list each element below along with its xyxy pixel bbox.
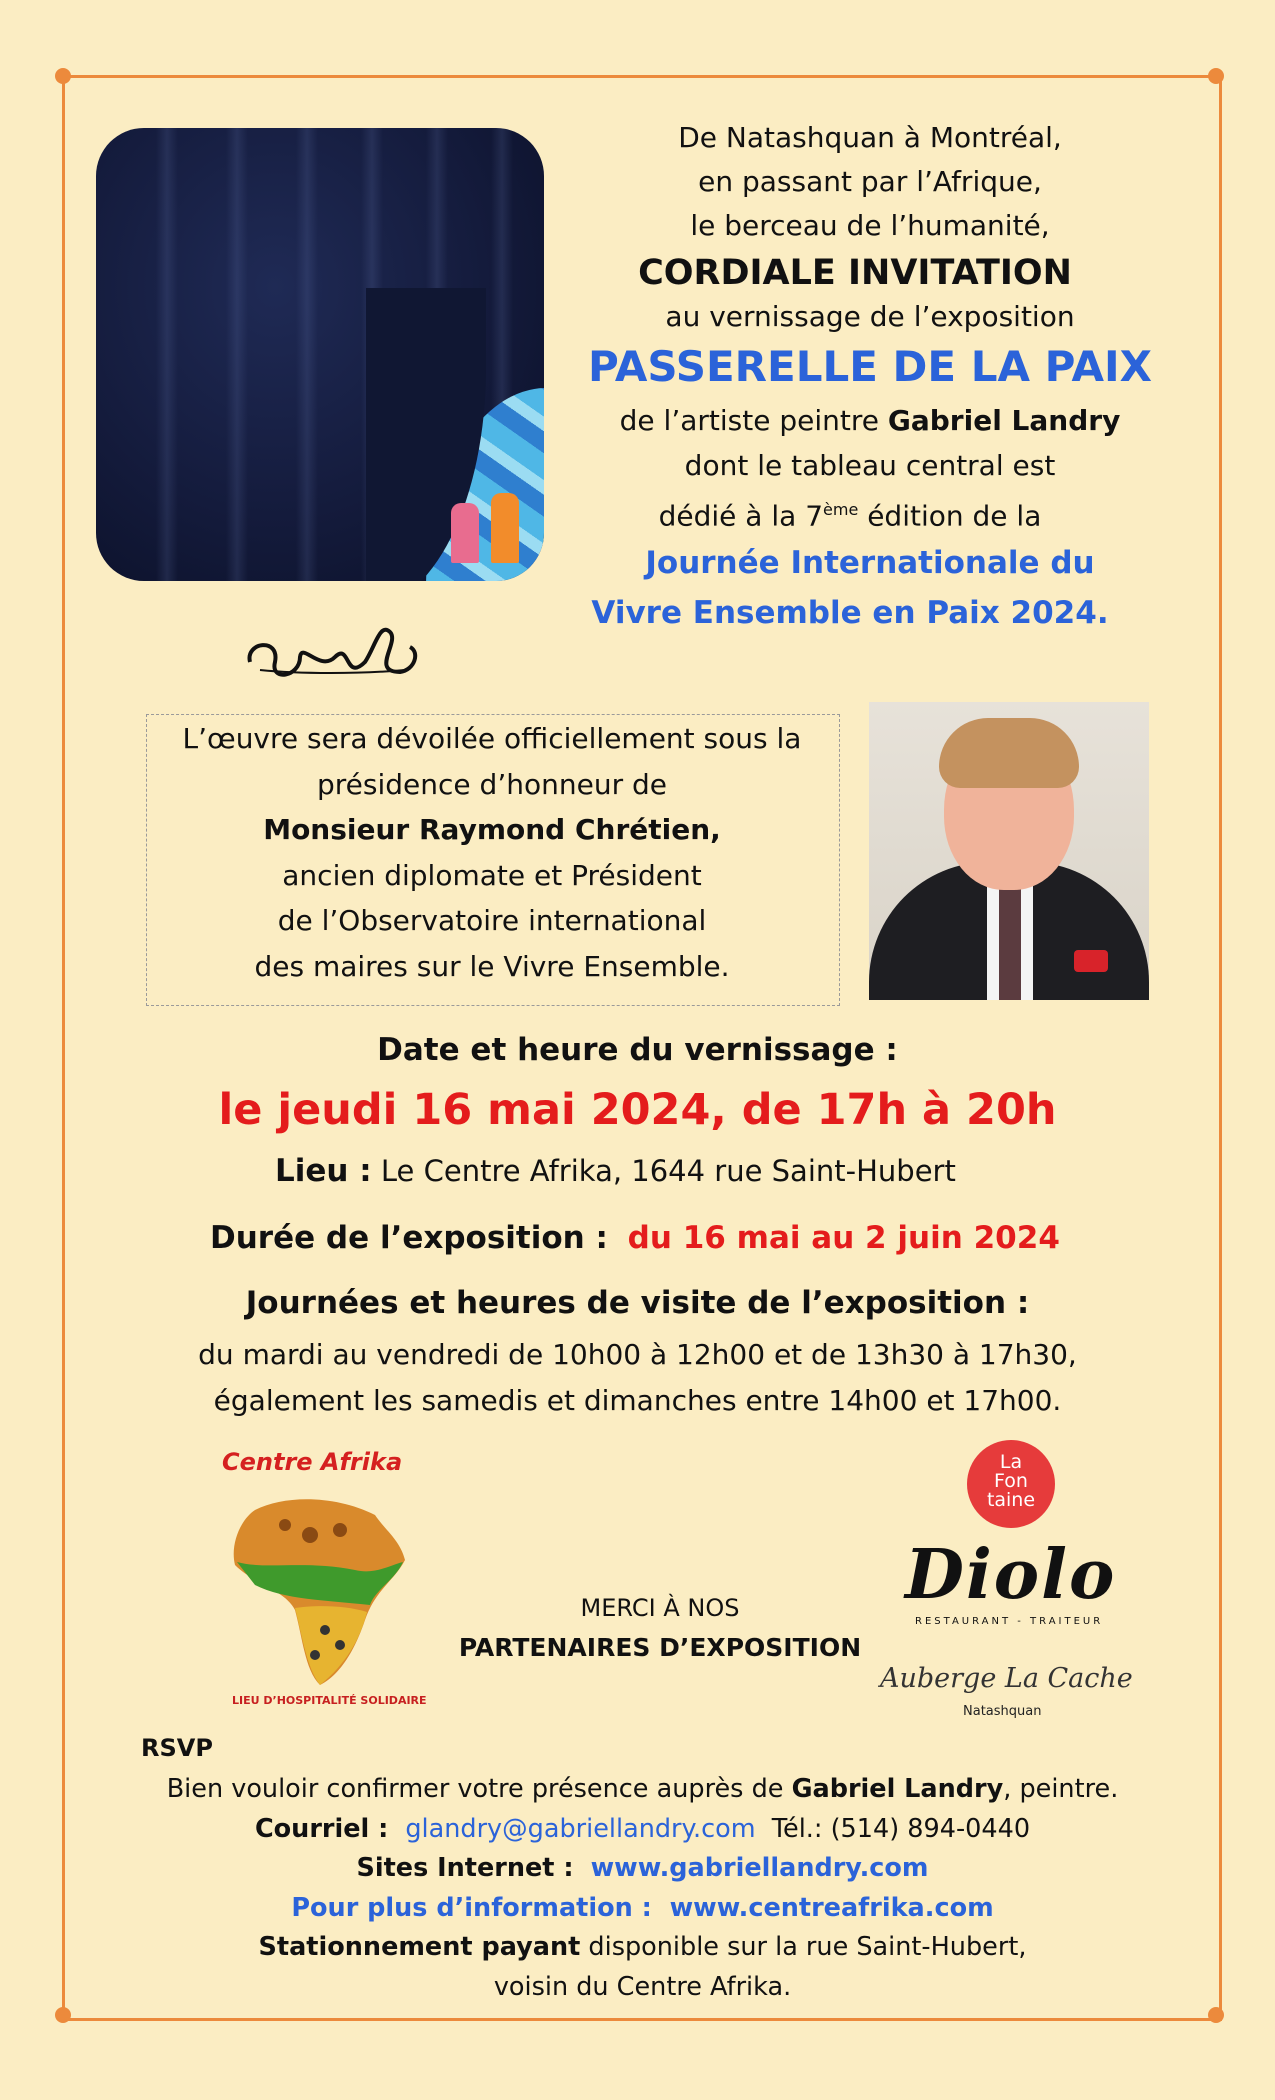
diolo-logo: Diolo	[905, 1535, 1117, 1615]
corner-dot	[55, 68, 71, 84]
africa-map-logo	[225, 1490, 410, 1690]
email-link[interactable]: glandry@gabriellandry.com	[405, 1813, 756, 1844]
header-line: en passant par l’Afrique,	[698, 165, 1042, 198]
visit-heading: Journées et heures de visite de l’exposition :	[245, 1285, 1030, 1321]
invitation-title: CORDIALE INVITATION	[638, 253, 1072, 293]
corner-dot	[1208, 68, 1224, 84]
honor-text: L’œuvre sera dévoilée officiellement sous la présidence d’honneur de Monsieur Raymond Chrétien, ancien diplomate et Président de l’Observatoire international des maires sur le Vivre Ensemble.	[140, 716, 844, 989]
venue-value: Le Centre Afrika, 1644 rue Saint-Hubert	[371, 1154, 956, 1188]
site-link[interactable]: www.gabriellandry.com	[590, 1853, 929, 1883]
centre-afrika-logo-text: Centre Afrika	[222, 1448, 403, 1476]
event-name-line: Vivre Ensemble en Paix 2024.	[591, 595, 1109, 632]
header-line: De Natashquan à Montréal,	[678, 121, 1062, 154]
partners-thanks: MERCI À NOS PARTENAIRES D’EXPOSITION	[458, 1594, 862, 1662]
rsvp-confirm: Bien vouloir confirmer votre présence auprès de Gabriel Landry, peintre.	[166, 1774, 1119, 1804]
header-line: au vernissage de l’exposition	[665, 300, 1075, 333]
parking-info: Stationnement payant disponible sur la rue Saint-Hubert,	[258, 1932, 1027, 1962]
parking-info: voisin du Centre Afrika.	[493, 1971, 792, 2002]
invitation-header	[560, 116, 1180, 638]
corner-dot	[55, 2007, 71, 2023]
venue-line	[275, 1153, 956, 1189]
header-line: dédié à la 7ème édition de la	[658, 499, 1042, 533]
rsvp-title: RSVP	[141, 1734, 213, 1762]
rsvp-block	[0, 1770, 1275, 2007]
date-value: le jeudi 16 mai 2024, de 17h à 20h	[218, 1085, 1057, 1135]
duration-label: Durée de l’exposition :	[210, 1220, 608, 1256]
rsvp-info: Pour plus d’information : www.centreafrika.com	[291, 1892, 994, 1923]
corner-dot	[1208, 2007, 1224, 2023]
artist-name: Gabriel Landry	[887, 404, 1121, 437]
event-name-line: Journée Internationale du	[645, 545, 1095, 582]
diolo-tagline: RESTAURANT - TRAITEUR	[915, 1616, 1104, 1627]
header-line: le berceau de l’humanité,	[690, 209, 1050, 242]
visit-hours: du mardi au vendredi de 10h00 à 12h00 et de 13h30 à 17h30, également les samedis et dimanches entre 14h00 et 17h00.	[198, 1338, 1077, 1417]
la-fontaine-logo: La Fon taine	[967, 1440, 1055, 1528]
duration-line	[210, 1220, 1060, 1256]
auberge-logo: Auberge La Cache	[880, 1663, 1133, 1694]
duration-value: du 16 mai au 2 juin 2024	[627, 1220, 1060, 1256]
venue-label: Lieu :	[275, 1153, 372, 1189]
honoree-name: Monsieur Raymond Chrétien,	[263, 813, 721, 846]
date-heading: Date et heure du vernissage :	[377, 1032, 898, 1068]
phone-number: Tél.: (514) 894-0440	[771, 1813, 1031, 1844]
artist-signature	[240, 612, 430, 694]
exhibition-title: PASSERELLE DE LA PAIX	[587, 342, 1153, 391]
header-line: dont le tableau central est	[684, 449, 1056, 482]
honoree-portrait	[869, 702, 1149, 1000]
site-link[interactable]: www.centreafrika.com	[669, 1892, 994, 1923]
centre-afrika-tagline: LIEU D’HOSPITALITÉ SOLIDAIRE	[232, 1694, 427, 1707]
curtain-painting	[96, 128, 544, 581]
auberge-location: Natashquan	[963, 1704, 1042, 1719]
rsvp-contact: Courriel : glandry@gabriellandry.com Tél.: (514) 894-0440	[254, 1813, 1031, 1844]
header-line: de l’artiste peintre Gabriel Landry	[619, 404, 1121, 437]
rsvp-sites: Sites Internet : www.gabriellandry.com	[356, 1853, 929, 1883]
